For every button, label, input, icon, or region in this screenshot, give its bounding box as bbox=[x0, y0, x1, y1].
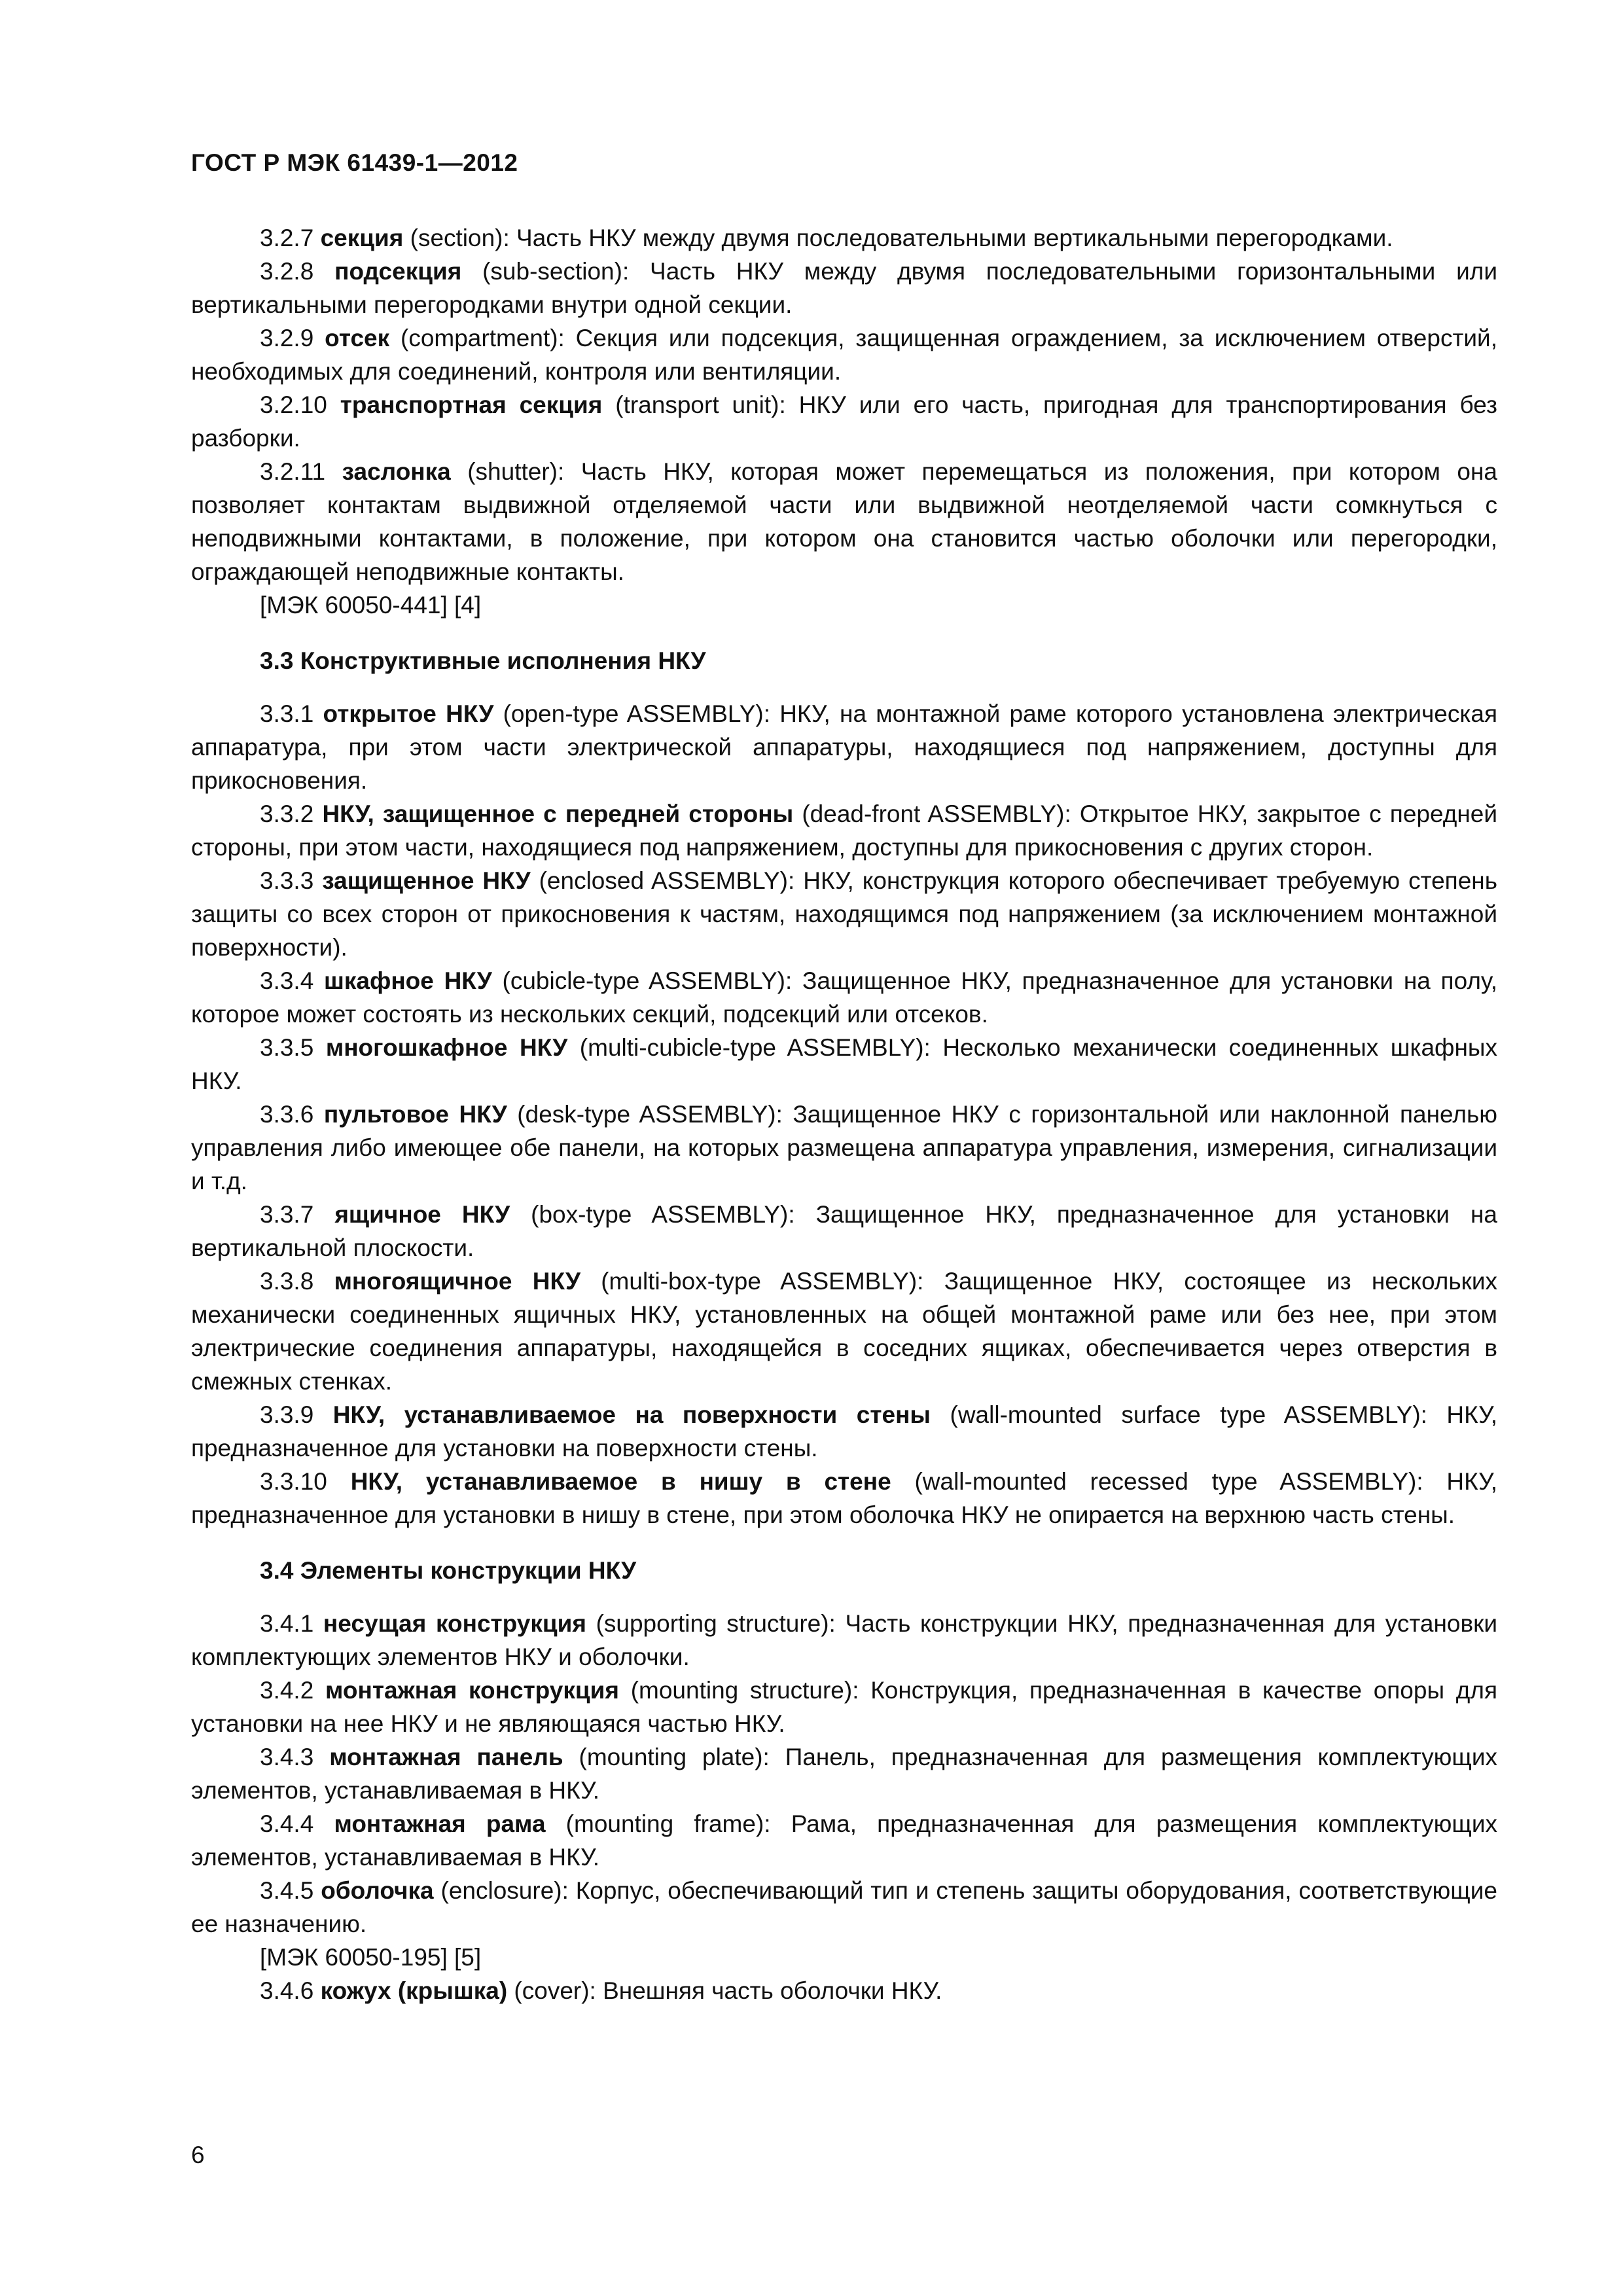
reference-citation: [МЭК 60050-195] [5] bbox=[260, 1944, 482, 1971]
clause-number: 3.4.4 bbox=[260, 1810, 314, 1837]
definition-paragraph bbox=[191, 1607, 1497, 1674]
definition-text: (section): Часть НКУ между двумя последовательными вертикальными перегородками. bbox=[403, 224, 1393, 251]
definition-paragraph bbox=[191, 1198, 1497, 1265]
definition-paragraph bbox=[191, 1874, 1497, 1941]
clause-number: 3.3.9 bbox=[260, 1401, 314, 1428]
definition-paragraph bbox=[191, 797, 1497, 864]
definition-text: (multi-cubicle-type ASSEMBLY): Несколько механически соединенных шкафных НКУ. bbox=[191, 1034, 1498, 1094]
section-heading: 3.3 Конструктивные исполнения НКУ bbox=[260, 647, 706, 674]
defined-term: НКУ, устанавливаемое в нишу в стене bbox=[350, 1468, 891, 1495]
page-number: 6 bbox=[191, 2142, 205, 2168]
clause-number: 3.2.8 bbox=[260, 258, 314, 285]
definition-paragraph bbox=[191, 964, 1497, 1031]
defined-term: монтажная конструкция bbox=[325, 1677, 619, 1704]
definition-paragraph bbox=[191, 1807, 1497, 1874]
defined-term: НКУ, защищенное с передней стороны bbox=[322, 800, 794, 827]
clause-number: 3.4.3 bbox=[260, 1744, 314, 1770]
definition-text: (transport unit): НКУ или его часть, пригодная для транспортирования без разборки. bbox=[191, 391, 1497, 452]
section-heading: 3.4 Элементы конструкции НКУ bbox=[260, 1557, 637, 1584]
defined-term: кожух (крышка) bbox=[320, 1977, 508, 2004]
definition-text: (shutter): Часть НКУ, которая может перемещаться из положения, при котором она позволяет контактам выдвижной отделяемой части или выдвижной неотделяемой части сомкнуться с неподвижными контактами, в положение, при котором она становится частью оболочки или перегородки, ограждающей неподвижные контакты. bbox=[191, 458, 1498, 585]
clause-number: 3.3.1 bbox=[260, 700, 314, 727]
defined-term: секция bbox=[320, 224, 404, 251]
definition-paragraph bbox=[191, 255, 1497, 321]
clause-number: 3.2.7 bbox=[260, 224, 314, 251]
definition-text: (enclosure): Корпус, обеспечивающий тип и степень защиты оборудования, соответствующие ее назначению. bbox=[191, 1877, 1497, 1937]
definition-text: (sub-section): Часть НКУ между двумя последовательными горизонтальными или вертикальными перегородками внутри одной секции. bbox=[191, 258, 1497, 318]
clause-number: 3.3.5 bbox=[260, 1034, 314, 1061]
definition-text: (mounting structure): Конструкция, предназначенная в качестве опоры для установки на нее НКУ и не являющаяся частью НКУ. bbox=[191, 1677, 1497, 1737]
definition-paragraph bbox=[191, 455, 1497, 588]
defined-term: транспортная секция bbox=[340, 391, 603, 418]
definition-text: (open-type ASSEMBLY): НКУ, на монтажной раме которого установлена электрическая аппаратура, при этом части электрической аппаратуры, находящиеся под напряжением, доступны для прикосновения. bbox=[191, 700, 1497, 794]
definition-paragraph bbox=[191, 1974, 1497, 2007]
definition-paragraph bbox=[191, 1265, 1497, 1398]
clause-number: 3.3.4 bbox=[260, 967, 314, 994]
clause-number: 3.3.7 bbox=[260, 1201, 314, 1228]
defined-term: несущая конструкция bbox=[323, 1610, 586, 1637]
defined-term: открытое НКУ bbox=[323, 700, 494, 727]
document-body bbox=[191, 221, 1497, 2007]
reference-citation: [МЭК 60050-441] [4] bbox=[260, 592, 482, 619]
defined-term: пультовое НКУ bbox=[323, 1101, 507, 1128]
definition-text: (cubicle-type ASSEMBLY): Защищенное НКУ, предназначенное для установки на полу, которое может состоять из нескольких секций, подсекций или отсеков. bbox=[191, 967, 1498, 1028]
definition-paragraph bbox=[191, 1031, 1497, 1098]
clause-number: 3.3.8 bbox=[260, 1268, 314, 1295]
clause-number: 3.3.6 bbox=[260, 1101, 314, 1128]
defined-term: отсек bbox=[325, 325, 390, 351]
document-header: ГОСТ Р МЭК 61439-1—2012 bbox=[191, 149, 518, 176]
definition-text: (dead-front ASSEMBLY): Открытое НКУ, закрытое с передней стороны, при этом части, находящиеся под напряжением, доступны для прикосновения с других сторон. bbox=[191, 800, 1498, 861]
definition-text: (mounting frame): Рама, предназначенная для размещения комплектующих элементов, устанавливаемая в НКУ. bbox=[191, 1810, 1498, 1871]
defined-term: подсекция bbox=[334, 258, 462, 285]
definition-text: (wall-mounted surface type ASSEMBLY): НКУ, предназначенное для установки на поверхности стены. bbox=[191, 1401, 1497, 1462]
definition-text: (cover): Внешняя часть оболочки НКУ. bbox=[507, 1977, 942, 2004]
definition-text: (multi-box-type ASSEMBLY): Защищенное НКУ, состоящее из нескольких механически соединенных ящичных НКУ, установленных на общей монтажной раме или без нее, при этом электрические соединения аппаратуры, находящейся в соседних ящиках, обеспечивается через отверстия в смежных стенках. bbox=[191, 1268, 1497, 1395]
clause-number: 3.3.10 bbox=[260, 1468, 327, 1495]
definition-paragraph bbox=[191, 1674, 1497, 1740]
defined-term: многошкафное НКУ bbox=[325, 1034, 568, 1061]
definition-paragraph bbox=[191, 1098, 1497, 1198]
clause-number: 3.4.5 bbox=[260, 1877, 314, 1904]
defined-term: защищенное НКУ bbox=[322, 867, 531, 894]
definition-text: (wall-mounted recessed type ASSEMBLY): НКУ, предназначенное для установки в нишу в стене, при этом оболочка НКУ не опирается на верхнюю часть стены. bbox=[191, 1468, 1497, 1528]
defined-term: многоящичное НКУ bbox=[334, 1268, 580, 1295]
clause-number: 3.4.6 bbox=[260, 1977, 314, 2004]
definition-text: (supporting structure): Часть конструкции НКУ, предназначенная для установки комплектующих элементов НКУ и оболочки. bbox=[191, 1610, 1497, 1670]
clause-number: 3.3.2 bbox=[260, 800, 314, 827]
definition-paragraph bbox=[191, 221, 1497, 255]
defined-term: шкафное НКУ bbox=[324, 967, 492, 994]
defined-term: монтажная панель bbox=[329, 1744, 563, 1770]
definition-paragraph bbox=[191, 1465, 1497, 1532]
clause-number: 3.4.2 bbox=[260, 1677, 314, 1704]
definition-paragraph bbox=[191, 388, 1497, 455]
clause-number: 3.2.11 bbox=[260, 458, 326, 485]
defined-term: оболочка bbox=[321, 1877, 434, 1904]
definition-paragraph bbox=[191, 1398, 1497, 1465]
clause-number: 3.2.10 bbox=[260, 391, 327, 418]
defined-term: монтажная рама bbox=[334, 1810, 546, 1837]
definition-paragraph bbox=[191, 864, 1497, 964]
definition-paragraph bbox=[191, 697, 1497, 797]
defined-term: ящичное НКУ bbox=[334, 1201, 510, 1228]
definition-text: (compartment): Секция или подсекция, защищенная ограждением, за исключением отверстий, необходимых для соединений, контроля или вентиляции. bbox=[191, 325, 1498, 385]
clause-number: 3.2.9 bbox=[260, 325, 314, 351]
clause-number: 3.3.3 bbox=[260, 867, 314, 894]
clause-number: 3.4.1 bbox=[260, 1610, 314, 1637]
defined-term: НКУ, устанавливаемое на поверхности стены bbox=[332, 1401, 931, 1428]
defined-term: заслонка bbox=[342, 458, 451, 485]
definition-text: (box-type ASSEMBLY): Защищенное НКУ, предназначенное для установки на вертикальной плоскости. bbox=[191, 1201, 1497, 1261]
definition-paragraph bbox=[191, 321, 1497, 388]
definition-text: (desk-type ASSEMBLY): Защищенное НКУ с горизонтальной или наклонной панелью управления либо имеющее обе панели, на которых размещена аппаратура управления, измерения, сигнализации и т.д. bbox=[191, 1101, 1497, 1194]
definition-paragraph bbox=[191, 1740, 1497, 1807]
definition-text: (enclosed ASSEMBLY): НКУ, конструкция которого обеспечивает требуемую степень защиты со всех сторон от прикосновения к частям, находящимся под напряжением (за исключением монтажной поверхности). bbox=[191, 867, 1498, 961]
definition-text: (mounting plate): Панель, предназначенная для размещения комплектующих элементов, устанавливаемая в НКУ. bbox=[191, 1744, 1497, 1804]
